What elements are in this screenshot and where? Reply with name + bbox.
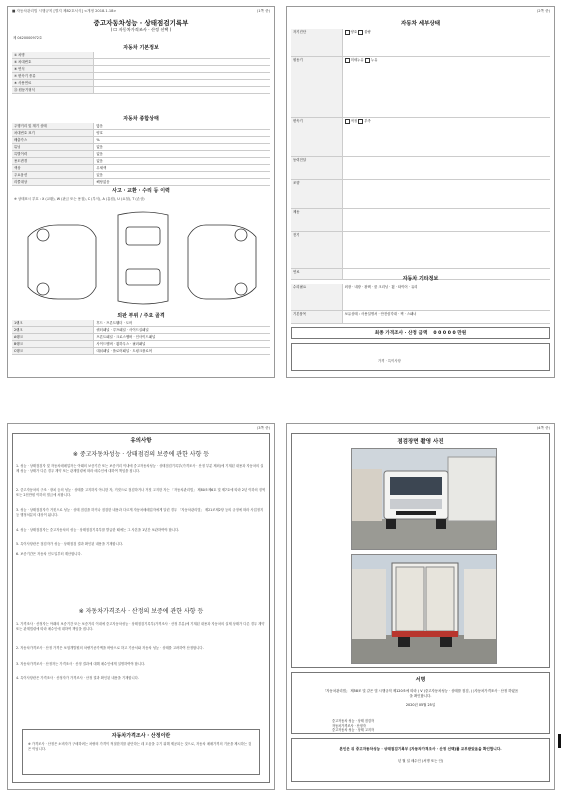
detail-group-row: 전기	[291, 232, 550, 269]
signature-title: 서명	[415, 677, 426, 683]
record-page-1	[7, 6, 275, 378]
table-row: ⑪ 원동기형식	[12, 87, 270, 94]
front-left-wheel	[37, 229, 49, 241]
price-remarks-label: 가격 · 특이사항	[378, 359, 401, 363]
table-row: 1랭크 후드 · 프론트휀더 · 도어	[12, 320, 270, 327]
table-row: ① 차명	[12, 52, 270, 59]
notice-paragraph: 4. 성능 · 상태점검자는 중고자동차의 성능 · 상태점검기록부를 발급한 때에는 그 사본을 1년간 보관하여야 합니다.	[16, 528, 180, 532]
page-number: (4쪽 중)	[536, 426, 550, 430]
car-rear-window	[126, 269, 160, 285]
signer-appraiser: 자동차가격조사 · 산정자	[332, 723, 366, 728]
receipt-box	[291, 738, 550, 782]
record-page-2	[286, 6, 555, 378]
frame-rank-table	[12, 320, 270, 355]
inspection-photo-front	[351, 448, 497, 550]
table-row: 기본품목 보유상태 : 사용설명서 · 안전삼각대 · 잭 · 스패너	[291, 311, 550, 324]
rear-right-wheel	[235, 283, 247, 295]
photo-section-title: 점검장면 촬영 사진	[397, 439, 444, 445]
price-explanation-box	[22, 729, 260, 775]
table-row: C랭크 대쉬패널 · 플로어패널 · 트렁크플로어	[12, 348, 270, 355]
section-detail-title: 자동차 세부상태	[400, 21, 441, 27]
price-remarks-box	[291, 343, 550, 371]
page-subtitle: ( ☐ 자동차가격조사 · 산정 선택 )	[110, 27, 172, 32]
signer-notifier: 중고자동차 성능 · 상태 고지자	[332, 728, 375, 732]
table-row: ⑤ 연식	[12, 66, 270, 73]
accident-legend: ※ 상태표시 부호 : X (교환), W (판금 또는 용접), C (부식), A (흠집), U (요철), T (손상)	[14, 197, 145, 201]
notice-paragraph: 1. 가격조사 · 산정자는 아래의 보증기간 또는 보증거리 이내에 중고자동차성능 · 상태점검기록부(가격조사 · 산정 부분)에 기재된 내용과 자동차의 실제 상태가 다른 경우 계약 또는 관계법령에 따라 매수인에 대하여 책임을 집니다.	[16, 622, 265, 631]
detail-group-row: 조향	[291, 180, 550, 209]
detail-group-row: 연료	[291, 269, 550, 280]
detail-group-row: 변속기 적정 부족	[291, 118, 550, 157]
car-windshield	[126, 227, 160, 245]
section-basic-title: 자동차 기본정보	[123, 45, 159, 51]
other-info-table	[291, 284, 550, 324]
price-explanation-title: 자동차가격조사 · 산정이란	[111, 733, 171, 739]
table-row: 차대번호 표기 양호	[12, 130, 270, 137]
signer-inspector: 중고자동차 성능 · 상태 점검자	[332, 719, 375, 723]
form-header-left: ■ 자동차관리법 시행규칙 [별지 제82호서식] <개정 2018.1.18>	[12, 9, 117, 13]
car-top-outline	[118, 212, 168, 304]
table-row: ⑦ 변속기 종류	[12, 73, 270, 80]
signature-date: 2020년 05월 25일	[405, 702, 436, 707]
notice-paragraph: 3. 성능 · 상태점검자가 거짓으로 성능 · 상태 점검을 하거나 점검한 내용과 다르게 자동차매매업자에게 알린 경우 「자동차관리법」 제21조제2항 등의 규정에 따라 사업정지 등 행정처분의 대상이 됩니다.	[16, 508, 264, 517]
notice-paragraph: 1. 성능 · 상태점검자 및 자동차매매업자는 아래의 보증기간 또는 보증거리 이내에 중고자동차성능 · 상태점검기록부(가격조사 · 산정 부분 제외)에 기재된 내용과 자동차의 실제 성능 · 상태가 다른 경우 계약 또는 관계법령에 따라 매수인에 대하여 책임을 집니다.	[16, 464, 264, 473]
notice-paragraph: 4. 특이사항란은 가격조사 · 산정자가 가격조사 · 산정 결과 확인된 내용을 기재합니다.	[16, 676, 139, 680]
notice-heading-inspection: ※ 중고자동차성능 · 상태점검의 보증에 관한 사항 등	[72, 451, 210, 458]
car-diagram	[18, 207, 266, 309]
notice-paragraph: 5. 특이사항란은 점검자가 성능 · 상태점검 결과 확인된 내용을 기재합니다.	[16, 542, 124, 546]
table-row: 주요옵션 있음	[12, 172, 270, 179]
notice-heading-price: ※ 자동차가격조사 · 산정의 보증에 관한 사항 등	[78, 608, 204, 615]
detail-group-row: 자기진단 양호 불량	[291, 29, 550, 57]
page-title: 중고자동차성능 · 상태점검기록부	[93, 19, 189, 27]
table-row: A랭크 프론트패널 · 크로스멤버 · 인사이드패널	[12, 334, 270, 341]
rear-left-wheel	[37, 283, 49, 295]
notice-page	[7, 423, 275, 790]
signature-statement: 「자동차관리법」 제58조 및 같은 법 시행규칙 제120조에 따라 ( V )중고자동차성능 · 상태를 점검, ( )자동차가격조사 · 산정 하였음을 확인합니다.	[322, 689, 519, 698]
detail-group-row: 원동기 미세누유 누유	[291, 57, 550, 118]
notice-title: 유의사항	[130, 438, 152, 444]
table-row: ⑨ 사용연료	[12, 80, 270, 87]
receiver-line: 년 월 일 매수인 (서명 또는 인)	[397, 759, 444, 763]
table-row: 용도변경 없음	[12, 158, 270, 165]
inspection-photo-rear	[351, 554, 497, 664]
notice-paragraph: 6. 보증기간은 자동차 인도일부터 계산합니다.	[16, 552, 82, 556]
section-overall-title: 자동차 종합상태	[123, 116, 159, 122]
final-price-value: 0 0 0 0 0 만원	[433, 331, 467, 336]
detail-group-row: 동력전달	[291, 157, 550, 180]
table-row: 튜닝 없음	[12, 144, 270, 151]
final-price-label: 최종 가격조사 · 산정 금액	[374, 331, 428, 336]
section-other-title: 자동차 기타정보	[402, 276, 439, 282]
table-row: 리콜대상 해당없음	[12, 179, 270, 186]
doc-number: 제 0420000972호	[13, 36, 43, 40]
page-number: (2쪽 중)	[536, 9, 550, 13]
page-number: (1쪽 중)	[256, 9, 270, 13]
table-row: 색상 무채색	[12, 165, 270, 172]
table-row: ③ 차대번호	[12, 59, 270, 66]
photo-sign-page	[286, 423, 555, 790]
page-number: (3쪽 중)	[256, 426, 270, 430]
section-frame-title: 외판 부위 / 주요 골격	[117, 313, 165, 319]
table-row: 2랭크 쿼터패널 · 루프패널 · 사이드실패널	[12, 327, 270, 334]
front-right-wheel	[235, 229, 247, 241]
car-left-side-outline	[28, 225, 96, 299]
table-row: B랭크 사이드멤버 · 휠하우스 · 필러패널	[12, 341, 270, 348]
car-right-side-outline	[188, 225, 256, 299]
table-row: 수리필요 외장 · 내장 · 광택 · 룸 크리닝 · 휠 · 타이어 · 유리	[291, 284, 550, 311]
signature-box	[291, 672, 550, 734]
detail-status-table	[291, 29, 550, 280]
basic-info-table	[12, 52, 270, 94]
price-explanation-text: ※ 가격조사 · 산정은 소비자가 구매하려는 차량의 가격이 적절한지를 판단하는 데 도움을 주기 위해 제공되는 것으로, 자동차 매매가격의 기준을 제시하는 것은 아닙니다.	[28, 742, 252, 751]
receipt-statement: 본인은 위 중고자동차성능 · 상태점검기록부 [자동차가격조사 · 산정 선택]를 교부받았음을 확인합니다.	[339, 747, 502, 751]
section-accident-title: 사고 · 교환 · 수리 등 이력	[112, 188, 170, 194]
notice-paragraph: 2. 자동차가격조사 · 산정 가격은 보험개발원의 차량기준가액을 바탕으로 하고 기준서와 자동차 성능 · 상태를 고려하여 산정합니다.	[16, 646, 204, 650]
table-row: 주행거리 및 계기 상태 많음	[12, 123, 270, 130]
table-row: 특별이력 없음	[12, 151, 270, 158]
notice-paragraph: 3. 자동차가격조사 · 산정자는 가격조사 · 산정 결과에 대해 매수인에게 설명하여야 합니다.	[16, 662, 146, 666]
detail-group-row: 제동	[291, 209, 550, 232]
signer-list	[332, 719, 374, 733]
table-row: 배출가스 %	[12, 137, 270, 144]
notice-paragraph: 2. 중고자동차의 구조 · 장치 등의 성능 · 상태를 고지하지 아니한 자, 거짓으로 점검하거나 거짓 고지한 자는 「자동차관리법」 제80조제6호 및 제7호에 따라 2년 이하의 징역 또는 2천만원 이하의 벌금에 처합니다.	[16, 488, 266, 497]
overall-status-table	[12, 123, 270, 186]
final-price-box	[291, 327, 550, 339]
edge-mark	[558, 734, 561, 748]
